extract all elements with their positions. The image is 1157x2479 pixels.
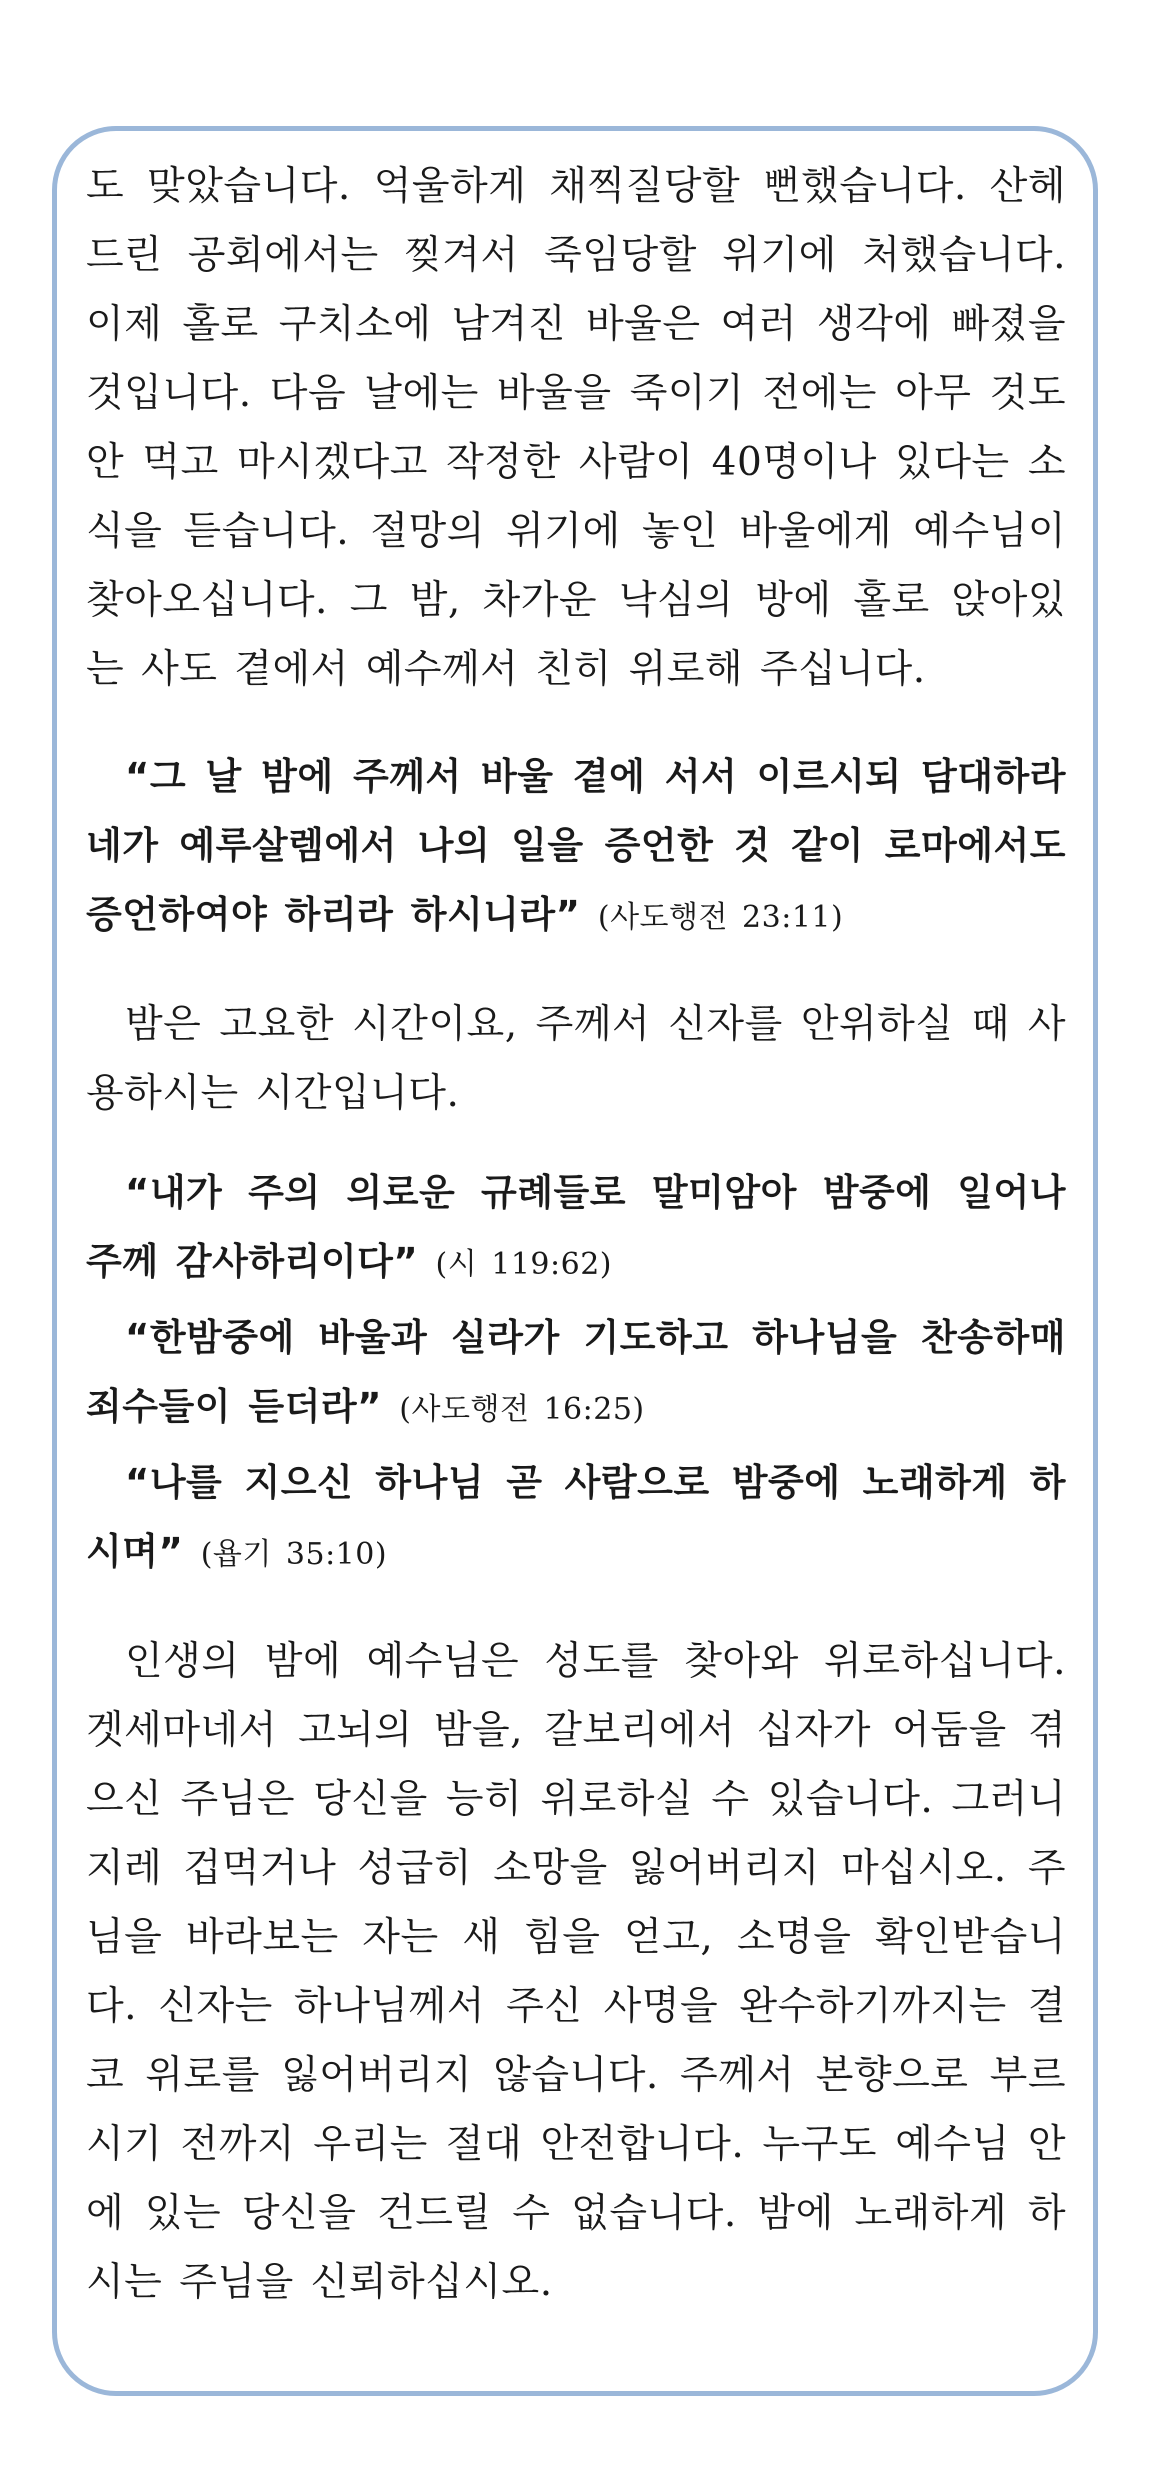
quote-text: “나를 지으신 하나님 곧 사람으로 밤중에 노래하게 하시며” <box>86 1461 1066 1573</box>
quote-text: “그 날 밤에 주께서 바울 곁에 서서 이르시되 담대하라 네가 예루살렘에서 나의 일을 증언한 것 같이 로마에서도 증언하여야 하리라 하시니라” <box>86 755 1066 936</box>
paragraph-2: 밤은 고요한 시간이요, 주께서 신자를 안위하실 때 사용하시는 시간입니다. <box>86 1002 1066 1116</box>
document-body <box>86 152 1066 2317</box>
quote-text: “한밤중에 바울과 실라가 기도하고 하나님을 찬송하매 죄수들이 듣더라” <box>86 1316 1066 1428</box>
quote-acts-23-11 <box>86 742 1066 952</box>
paragraph-1: 도 맞았습니다. 억울하게 채찍질당할 뻔했습니다. 산헤드린 공회에서는 찢겨서 죽임당할 위기에 처했습니다. 이제 홀로 구치소에 남겨진 바울은 여러 생각에 빠졌을 것입니다. 다음 날에는 바울을 죽이기 전에는 아무 것도 안 먹고 마시겠다고 작정한 사람이 40명이나 있다는 소식을 듣습니다. 절망의 위기에 놓인 바울에게 예수님이 찾아오십니다. 그 밤, 차가운 낙심의 방에 홀로 앉아있는 사도 곁에서 예수께서 친히 위로해 주십니다. <box>86 164 1066 692</box>
quote-psalm-119-62 <box>86 1158 1066 1299</box>
quote-text: “내가 주의 의로운 규례들로 말미암아 밤중에 일어나 주께 감사하리이다” <box>86 1171 1066 1283</box>
quote-job-35-10 <box>86 1448 1066 1589</box>
quote-acts-16-25 <box>86 1303 1066 1444</box>
paragraph-3: 인생의 밤에 예수님은 성도를 찾아와 위로하십니다. 겟세마네서 고뇌의 밤을, 갈보리에서 십자가 어둠을 겪으신 주님은 당신을 능히 위로하실 수 있습니다. 그러니 지레 겁먹거나 성급히 소망을 잃어버리지 마십시오. 주님을 바라보는 자는 새 힘을 얻고, 소명을 확인받습니다. 신자는 하나님께서 주신 사명을 완수하기까지는 결코 위로를 잃어버리지 않습니다. 주께서 본향으로 부르시기 전까지 우리는 절대 안전합니다. 누구도 예수님 안에 있는 당신을 건드릴 수 없습니다. 밤에 노래하게 하시는 주님을 신뢰하십시오. <box>86 1639 1066 2305</box>
quote-reference: (사도행전 23:11) <box>597 900 844 935</box>
quote-reference: (시 119:62) <box>435 1247 612 1282</box>
quote-reference: (사도행전 16:25) <box>399 1392 645 1427</box>
quote-reference: (욥기 35:10) <box>200 1537 388 1572</box>
